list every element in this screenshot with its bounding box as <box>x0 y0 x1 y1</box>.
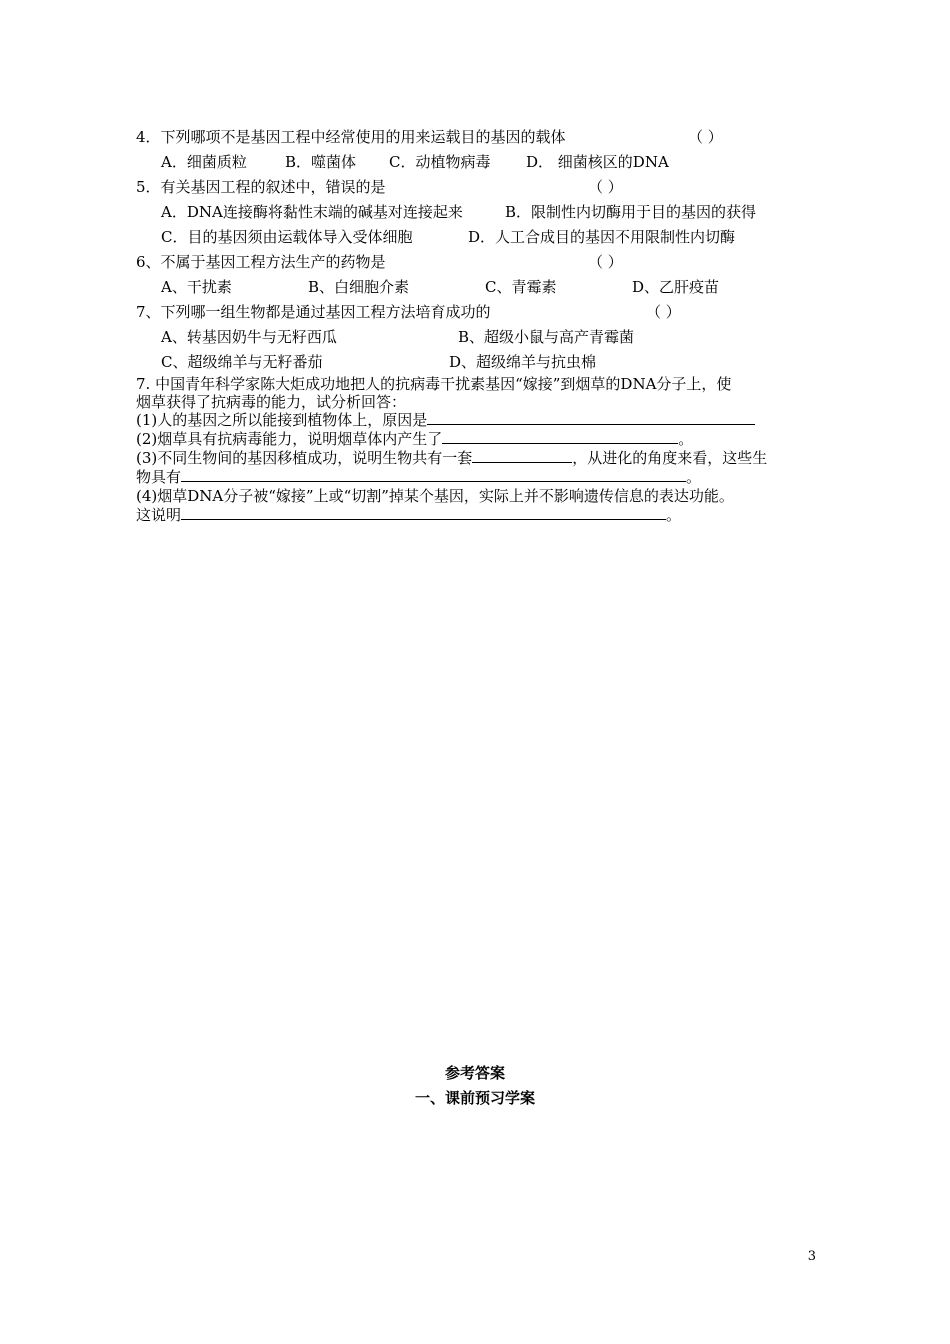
q7-fill-sub4-end: 。 <box>666 506 682 524</box>
q7-fill-sub3-end: 。 <box>686 468 702 486</box>
q5-stem: 5．有关基因工程的叙述中，错误的是 <box>136 178 386 196</box>
q4-option-b: B．噬菌体 <box>285 153 357 171</box>
q7-fill-sub2-blank[interactable] <box>442 429 678 444</box>
q4-stem: 4．下列哪项不是基因工程中经常使用的用来运载目的基因的载体 <box>136 128 566 146</box>
q5-option-b: B．限制性内切酶用于目的基因的获得 <box>505 203 757 221</box>
q6-stem: 6、不属于基因工程方法生产的药物是 <box>136 253 386 271</box>
q7-choice-option-a: A、转基因奶牛与无籽西瓜 <box>161 328 337 346</box>
q5-option-a: A．DNA连接酶将黏性末端的碱基对连接起来 <box>161 203 463 221</box>
q7-choice-option-d: D、超级绵羊与抗虫棉 <box>449 353 597 371</box>
q7-choice-answer-paren: （ ） <box>646 303 681 321</box>
q7-fill-sub3-blank1[interactable] <box>472 448 572 463</box>
q7-fill-sub1 <box>136 410 755 430</box>
q7-fill-sub1-text: (1)人的基因之所以能接到植物体上，原因是 <box>136 411 428 429</box>
q7-fill-sub3-blank2[interactable] <box>181 467 686 482</box>
q7-fill-sub4-text: 这说明 <box>136 506 182 524</box>
answers-section-heading: 一、课前预习学案 <box>414 1089 535 1107</box>
q7-fill-sub2 <box>136 429 693 449</box>
q7-fill-sub3-cont <box>136 467 701 487</box>
q7-choice-option-b: B、超级小鼠与高产青霉菌 <box>458 328 635 346</box>
q5-option-d: D．人工合成目的基因不用限制性内切酶 <box>468 228 736 246</box>
q7-fill-intro-line2: 烟草获得了抗病毒的能力，试分析回答： <box>136 393 407 411</box>
q7-fill-sub4-blank[interactable] <box>181 505 666 520</box>
q6-option-b: B、白细胞介素 <box>308 278 410 296</box>
page-number: 3 <box>807 1249 816 1264</box>
q5-answer-paren: （ ） <box>588 178 623 196</box>
q7-fill-intro-line1: 7. 中国青年科学家陈大炬成功地把人的抗病毒干扰素基因“嫁接”到烟草的DNA分子上，使 <box>136 375 732 393</box>
q4-answer-paren: （ ） <box>688 128 723 146</box>
q4-option-c: C．动植物病毒 <box>389 153 491 171</box>
q6-option-a: A、干扰素 <box>161 278 232 296</box>
q7-fill-sub3-text: (3)不同生物间的基因移植成功，说明生物共有一套 <box>136 449 473 467</box>
q7-fill-sub2-end: 。 <box>678 430 694 448</box>
q6-option-c: C、青霉素 <box>485 278 557 296</box>
q6-answer-paren: （ ） <box>588 253 623 271</box>
q5-option-c: C．目的基因须由运载体导入受体细胞 <box>161 228 413 246</box>
q7-fill-sub1-blank[interactable] <box>427 410 755 425</box>
q7-fill-sub4: (4)烟草DNA分子被“嫁接”上或“切割”掉某个基因，实际上并不影响遗传信息的表达功能。 <box>136 487 734 505</box>
q7-fill-sub2-text: (2)烟草具有抗病毒能力，说明烟草体内产生了 <box>136 430 443 448</box>
answers-title: 参考答案 <box>444 1064 505 1082</box>
q7-choice-stem: 7、下列哪一组生物都是通过基因工程方法培育成功的 <box>136 303 491 321</box>
q7-fill-sub3 <box>136 448 767 468</box>
q7-fill-sub3-text2: ，从进化的角度来看，这些生 <box>572 449 768 467</box>
q6-option-d: D、乙肝疫苗 <box>632 278 720 296</box>
q4-option-d: D． 细菌核区的DNA <box>526 153 669 171</box>
q7-fill-sub4-cont <box>136 505 681 525</box>
q7-choice-option-c: C、超级绵羊与无籽番茄 <box>161 353 323 371</box>
q4-option-a: A．细菌质粒 <box>161 153 247 171</box>
q7-fill-sub3-text3: 物具有 <box>136 468 182 486</box>
